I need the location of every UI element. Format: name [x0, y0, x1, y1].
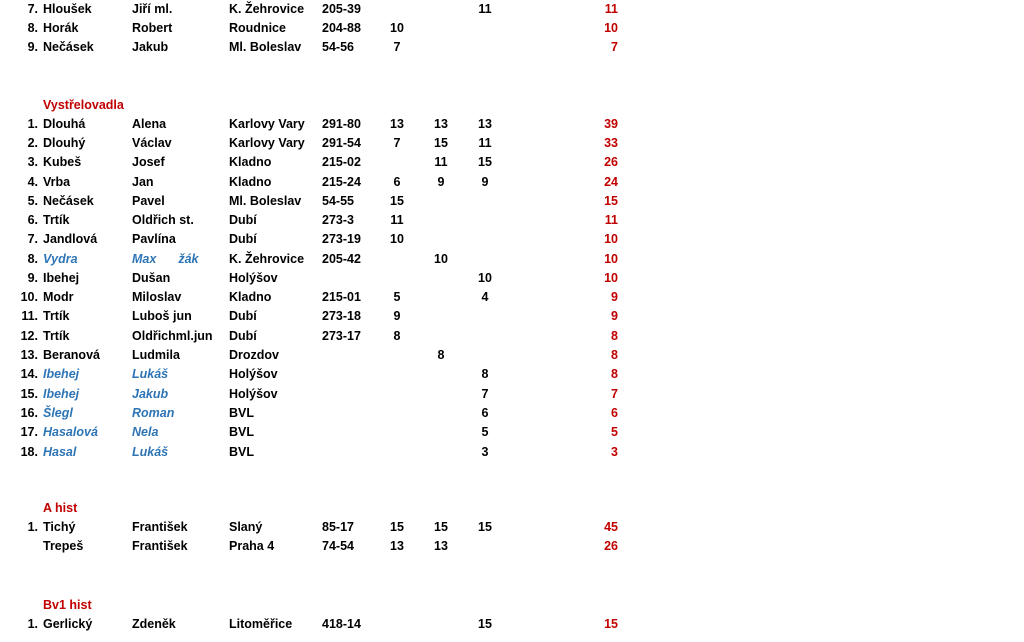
club-cell: BVL: [229, 406, 254, 420]
table-row: [0, 518, 1024, 537]
firstname-text: Lukáš: [132, 367, 169, 381]
firstname-text: Pavel: [132, 194, 165, 208]
member-id-cell: 291-80: [322, 117, 361, 131]
club-cell: Ml. Boleslav: [229, 40, 302, 54]
club-cell: Holýšov: [229, 367, 278, 381]
rank-cell: 11.: [21, 309, 38, 323]
total-cell: 11: [604, 213, 618, 227]
surname-cell: Nečásek: [43, 40, 94, 54]
score-2-cell: 8: [437, 348, 445, 362]
score-1-cell: 9: [393, 309, 401, 323]
total-cell: 5: [611, 425, 618, 439]
score-2-cell: 13: [434, 539, 448, 553]
firstname-text: Roman: [132, 406, 175, 420]
score-3-cell: 11: [478, 136, 492, 150]
club-cell: Dubí: [229, 213, 257, 227]
table-row: [0, 423, 1024, 442]
score-2-cell: 13: [434, 117, 448, 131]
table-row: [0, 307, 1024, 326]
rank-cell: 1.: [27, 617, 38, 631]
firstname-cell: [132, 230, 176, 249]
score-3-cell: 9: [481, 175, 489, 189]
firstname-text: Zdeněk: [132, 617, 176, 631]
section-heading: Bv1 hist: [43, 598, 92, 612]
score-2-cell: 15: [434, 520, 448, 534]
rank-cell: 13.: [20, 348, 38, 362]
firstname-text: Miloslav: [132, 290, 182, 304]
table-row: [0, 250, 1024, 269]
score-1-cell: 7: [393, 40, 401, 54]
firstname-text: Pavlína: [132, 232, 176, 246]
table-row: [0, 134, 1024, 153]
rank-cell: 9.: [27, 40, 38, 54]
member-id-cell: 215-02: [322, 155, 361, 169]
member-id-cell: 273-17: [322, 329, 361, 343]
member-id-cell: 204-88: [322, 21, 361, 35]
surname-cell: Hasal: [43, 445, 77, 459]
firstname-cell: [132, 327, 213, 346]
surname-cell: Nečásek: [43, 194, 94, 208]
firstname-cell: [132, 518, 188, 537]
surname-cell: Dlouhý: [43, 136, 86, 150]
firstname-cell: [132, 423, 158, 442]
member-id-cell: 273-3: [322, 213, 354, 227]
table-row: [0, 404, 1024, 423]
firstname-cell: [132, 307, 192, 326]
rank-cell: 1.: [27, 520, 38, 534]
score-1-cell: 15: [390, 194, 404, 208]
total-cell: 7: [611, 387, 618, 401]
score-3-cell: 10: [478, 271, 492, 285]
club-cell: Ml. Boleslav: [229, 194, 302, 208]
surname-cell: Ibehej: [43, 367, 80, 381]
club-cell: Kladno: [229, 155, 272, 169]
rank-cell: 2.: [27, 136, 38, 150]
rank-cell: 8.: [27, 252, 38, 266]
club-cell: BVL: [229, 425, 254, 439]
firstname-text: Václav: [132, 136, 172, 150]
total-cell: 39: [604, 117, 618, 131]
rank-cell: 3.: [27, 155, 38, 169]
member-id-cell: 205-42: [322, 252, 361, 266]
table-row: [0, 230, 1024, 249]
surname-cell: Trtík: [43, 309, 70, 323]
firstname-text: Josef: [132, 155, 165, 169]
member-id-cell: 273-18: [322, 309, 361, 323]
firstname-text: Nela: [132, 425, 159, 439]
firstname-text: Max: [132, 252, 157, 266]
firstname-cell: [132, 153, 165, 172]
score-1-cell: 13: [390, 539, 404, 553]
member-id-cell: 291-54: [322, 136, 361, 150]
total-cell: 11: [604, 2, 618, 16]
total-cell: 8: [611, 367, 618, 381]
surname-cell: Šlegl: [43, 406, 73, 420]
rank-cell: 7.: [27, 2, 38, 16]
score-1-cell: 7: [393, 136, 401, 150]
surname-cell: Modr: [43, 290, 74, 304]
club-cell: Karlovy Vary: [229, 117, 305, 131]
score-3-cell: 8: [481, 367, 489, 381]
total-cell: 15: [604, 617, 618, 631]
total-cell: 26: [604, 539, 618, 553]
firstname-cell: [132, 365, 168, 384]
surname-cell: Horák: [43, 21, 79, 35]
surname-cell: Tichý: [43, 520, 76, 534]
total-cell: 24: [604, 175, 618, 189]
table-row: [0, 192, 1024, 211]
score-3-cell: 4: [481, 290, 489, 304]
score-3-cell: 7: [481, 387, 489, 401]
total-cell: 8: [611, 329, 618, 343]
rank-cell: 15.: [20, 387, 38, 401]
total-cell: 3: [611, 445, 618, 459]
rank-cell: 12.: [20, 329, 38, 343]
firstname-text: Dušan: [132, 271, 171, 285]
firstname-cell: [132, 443, 168, 462]
firstname-text: Jakub: [132, 387, 169, 401]
score-2-cell: 11: [434, 155, 448, 169]
firstname-cell: [132, 385, 168, 404]
member-id-cell: 418-14: [322, 617, 361, 631]
section-heading: A hist: [43, 501, 78, 515]
score-1-cell: 8: [393, 329, 401, 343]
table-row: [0, 269, 1024, 288]
firstname-cell: [132, 192, 165, 211]
firstname-cell: [132, 115, 166, 134]
rank-cell: 9.: [27, 271, 38, 285]
rank-cell: 14.: [20, 367, 38, 381]
total-cell: 10: [604, 232, 618, 246]
surname-cell: Trepeš: [43, 539, 84, 553]
score-1-cell: 10: [390, 21, 404, 35]
surname-cell: Jandlová: [43, 232, 98, 246]
firstname-cell: [132, 615, 176, 634]
firstname-cell: [132, 38, 168, 57]
firstname-cell: [132, 346, 180, 365]
club-cell: Praha 4: [229, 539, 275, 553]
rank-cell: 1.: [27, 117, 38, 131]
surname-cell: Hloušek: [43, 2, 92, 16]
firstname-text: Alena: [132, 117, 167, 131]
club-cell: Slaný: [229, 520, 263, 534]
club-cell: Dubí: [229, 329, 257, 343]
rank-cell: 6.: [27, 213, 38, 227]
club-cell: Holýšov: [229, 271, 278, 285]
firstname-cell: [132, 0, 172, 19]
firstname-text: Oldřichml.jun: [132, 329, 213, 343]
table-row: [0, 365, 1024, 384]
score-1-cell: 10: [390, 232, 404, 246]
table-row: [0, 173, 1024, 192]
total-cell: 10: [604, 21, 618, 35]
table-row: [0, 19, 1024, 38]
surname-cell: Vydra: [43, 252, 78, 266]
total-cell: 7: [611, 40, 618, 54]
score-2-cell: 10: [434, 252, 448, 266]
score-3-cell: 11: [478, 2, 492, 16]
surname-cell: Ibehej: [43, 387, 80, 401]
score-1-cell: 11: [390, 213, 404, 227]
category-tag: žák: [178, 252, 199, 266]
member-id-cell: 215-01: [322, 290, 361, 304]
total-cell: 10: [604, 252, 618, 266]
total-cell: 8: [611, 348, 618, 362]
table-row: [0, 385, 1024, 404]
table-row: [0, 0, 1024, 19]
section-heading: Vystřelovadla: [43, 98, 124, 112]
table-row: [0, 38, 1024, 57]
score-1-cell: 6: [393, 175, 401, 189]
score-3-cell: 13: [478, 117, 492, 131]
firstname-text: Lukáš: [132, 445, 169, 459]
total-cell: 9: [611, 290, 618, 304]
table-row: [0, 537, 1024, 556]
firstname-cell: [132, 288, 181, 307]
score-3-cell: 15: [478, 617, 492, 631]
member-id-cell: 54-55: [322, 194, 354, 208]
table-row: [0, 615, 1024, 634]
score-2-cell: 9: [437, 175, 445, 189]
surname-cell: Beranová: [43, 348, 100, 362]
score-3-cell: 6: [481, 406, 489, 420]
total-cell: 33: [604, 136, 618, 150]
rank-cell: 8.: [27, 21, 38, 35]
table-row: [0, 443, 1024, 462]
club-cell: Litoměřice: [229, 617, 293, 631]
club-cell: Dubí: [229, 309, 257, 323]
surname-cell: Trtík: [43, 213, 70, 227]
surname-cell: Gerlický: [43, 617, 93, 631]
table-row: [0, 346, 1024, 365]
firstname-cell: [132, 134, 172, 153]
total-cell: 15: [604, 194, 618, 208]
member-id-cell: 54-56: [322, 40, 354, 54]
club-cell: Dubí: [229, 232, 257, 246]
total-cell: 6: [611, 406, 618, 420]
firstname-cell: [132, 19, 172, 38]
surname-cell: Vrba: [43, 175, 71, 189]
score-3-cell: 15: [478, 155, 492, 169]
member-id-cell: 85-17: [322, 520, 354, 534]
firstname-cell: [132, 250, 198, 269]
rank-cell: 7.: [27, 232, 38, 246]
firstname-cell: [132, 404, 174, 423]
member-id-cell: 215-24: [322, 175, 361, 189]
firstname-cell: [132, 269, 170, 288]
firstname-cell: [132, 537, 188, 556]
club-cell: K. Žehrovice: [229, 252, 305, 266]
firstname-cell: [132, 211, 194, 230]
club-cell: Kladno: [229, 175, 272, 189]
club-cell: Drozdov: [229, 348, 279, 362]
total-cell: 10: [604, 271, 618, 285]
total-cell: 9: [611, 309, 618, 323]
club-cell: Kladno: [229, 290, 272, 304]
member-id-cell: 205-39: [322, 2, 361, 16]
table-row: [0, 153, 1024, 172]
firstname-text: Oldřich st.: [132, 213, 194, 227]
member-id-cell: 74-54: [322, 539, 354, 553]
rank-cell: 5.: [27, 194, 38, 208]
table-row: [0, 115, 1024, 134]
club-cell: K. Žehrovice: [229, 2, 305, 16]
firstname-text: Robert: [132, 21, 173, 35]
total-cell: 45: [604, 520, 618, 534]
firstname-text: František: [132, 520, 188, 534]
firstname-text: Jan: [132, 175, 154, 189]
firstname-text: Jakub: [132, 40, 169, 54]
rank-cell: 17.: [20, 425, 38, 439]
total-cell: 26: [604, 155, 618, 169]
surname-cell: Dlouhá: [43, 117, 86, 131]
score-1-cell: 5: [393, 290, 401, 304]
score-2-cell: 15: [434, 136, 448, 150]
rank-cell: 10.: [20, 290, 38, 304]
rank-cell: 4.: [27, 175, 38, 189]
rank-cell: 16.: [20, 406, 38, 420]
table-row: [0, 211, 1024, 230]
surname-cell: Ibehej: [43, 271, 80, 285]
firstname-text: Luboš jun: [132, 309, 192, 323]
table-row: [0, 288, 1024, 307]
score-1-cell: 15: [390, 520, 404, 534]
score-3-cell: 15: [478, 520, 492, 534]
club-cell: BVL: [229, 445, 254, 459]
firstname-cell: [132, 173, 154, 192]
score-1-cell: 13: [390, 117, 404, 131]
rank-cell: 18.: [20, 445, 38, 459]
firstname-text: František: [132, 539, 188, 553]
club-cell: Karlovy Vary: [229, 136, 305, 150]
score-3-cell: 3: [481, 445, 489, 459]
score-3-cell: 5: [481, 425, 489, 439]
club-cell: Roudnice: [229, 21, 286, 35]
surname-cell: Kubeš: [43, 155, 82, 169]
firstname-text: Jiří ml.: [132, 2, 173, 16]
surname-cell: Trtík: [43, 329, 70, 343]
firstname-text: Ludmila: [132, 348, 180, 362]
member-id-cell: 273-19: [322, 232, 361, 246]
table-row: [0, 327, 1024, 346]
club-cell: Holýšov: [229, 387, 278, 401]
surname-cell: Hasalová: [43, 425, 98, 439]
